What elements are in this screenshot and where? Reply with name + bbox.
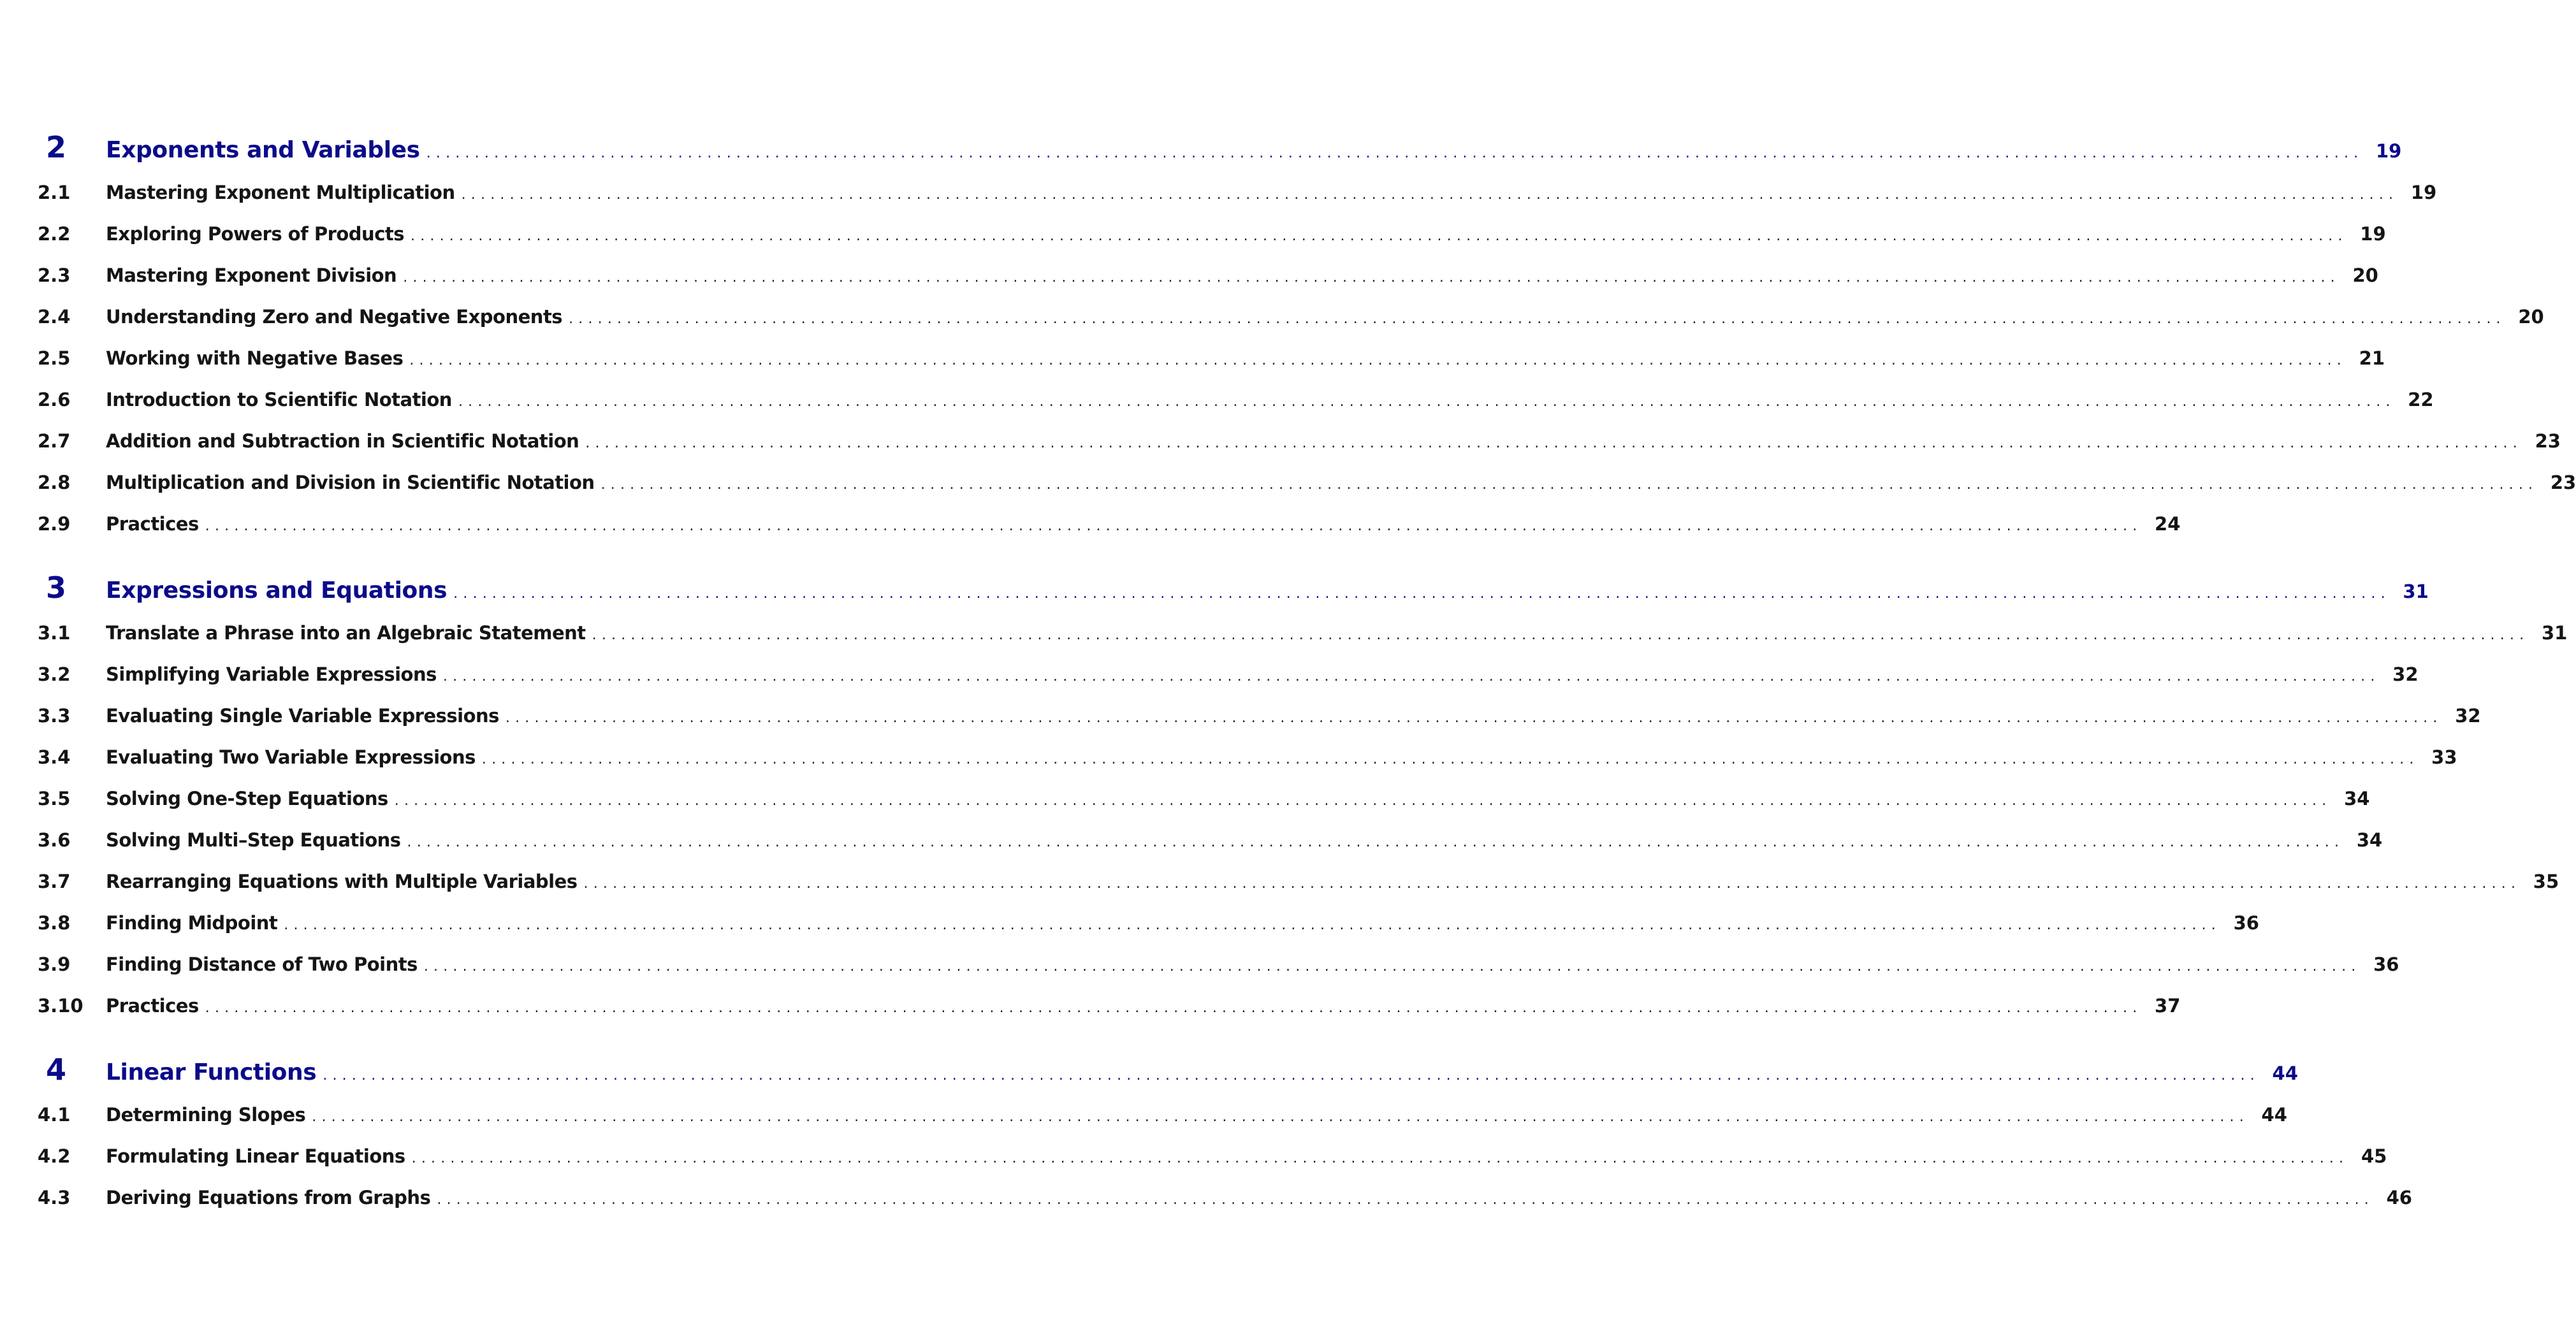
section-title[interactable]: Introduction to Scientific Notation xyxy=(106,389,452,410)
dot-leader: ........................................................................................................................................................................................................ xyxy=(205,1000,2143,1016)
section-page-number[interactable]: 23 xyxy=(2550,472,2576,493)
section-page-number[interactable]: 19 xyxy=(2360,223,2386,245)
chapter-title[interactable]: Exponents and Variables xyxy=(106,137,420,163)
dot-leader: ........................................................................................................................................................................................................ xyxy=(323,1068,2260,1084)
toc-section-entry[interactable] xyxy=(0,654,2419,695)
section-number: 2.4 xyxy=(38,306,71,328)
section-number: 4.1 xyxy=(38,1104,71,1126)
toc-section-entry[interactable] xyxy=(0,1094,2287,1136)
table-of-contents xyxy=(0,125,2576,1219)
section-title[interactable]: Working with Negative Bases xyxy=(106,347,404,369)
section-page-number[interactable]: 32 xyxy=(2455,705,2481,727)
chapter-number: 2 xyxy=(46,130,67,164)
section-page-number[interactable]: 34 xyxy=(2344,788,2370,809)
section-number: 2.5 xyxy=(38,347,71,369)
chapter-page-number[interactable]: 19 xyxy=(2376,140,2402,162)
section-page-number[interactable]: 34 xyxy=(2356,829,2383,851)
dot-leader: ........................................................................................................................................................................................................ xyxy=(411,228,2348,244)
dot-leader: ........................................................................................................................................................................................................ xyxy=(461,187,2399,203)
section-number: 2.8 xyxy=(38,472,71,493)
chapter-block xyxy=(0,125,2576,545)
section-page-number[interactable]: 20 xyxy=(2352,265,2378,286)
section-number: 2.6 xyxy=(38,389,71,410)
toc-section-entry[interactable] xyxy=(0,1136,2387,1177)
section-number: 2.7 xyxy=(38,430,71,452)
section-title[interactable]: Evaluating Two Variable Expressions xyxy=(106,746,476,768)
chapter-title[interactable]: Expressions and Equations xyxy=(106,577,448,604)
section-page-number[interactable]: 23 xyxy=(2535,430,2561,452)
section-title[interactable]: Practices xyxy=(106,513,199,535)
dot-leader: ........................................................................................................................................................................................................ xyxy=(407,834,2345,850)
chapter-page-number[interactable]: 31 xyxy=(2403,581,2429,602)
chapter-number: 4 xyxy=(46,1052,67,1087)
section-page-number[interactable]: 45 xyxy=(2361,1145,2387,1167)
toc-section-entry[interactable] xyxy=(0,944,2399,985)
section-number: 2.3 xyxy=(38,265,71,286)
section-title[interactable]: Finding Distance of Two Points xyxy=(106,954,418,975)
toc-section-entry[interactable] xyxy=(0,462,2576,504)
chapter-title[interactable]: Linear Functions xyxy=(106,1059,317,1085)
chapter-gap xyxy=(0,545,1020,565)
toc-section-entry[interactable] xyxy=(0,255,2378,296)
section-page-number[interactable]: 22 xyxy=(2408,389,2434,410)
dot-leader: ........................................................................................................................................................................................................ xyxy=(411,1150,2349,1166)
section-title[interactable]: Translate a Phrase into an Algebraic Statement xyxy=(106,622,586,644)
section-number: 3.5 xyxy=(38,788,71,809)
section-number: 3.9 xyxy=(38,954,71,975)
section-number: 3.6 xyxy=(38,829,71,851)
dot-leader: ........................................................................................................................................................................................................ xyxy=(442,669,2380,685)
dot-leader: ........................................................................................................................................................................................................ xyxy=(505,710,2443,726)
chapter-block xyxy=(0,545,2568,1027)
section-page-number[interactable]: 32 xyxy=(2392,664,2419,685)
dot-leader: ........................................................................................................................................................................................................ xyxy=(409,352,2347,368)
section-page-number[interactable]: 20 xyxy=(2518,306,2544,328)
toc-section-entry[interactable] xyxy=(0,737,2457,778)
section-number: 3.3 xyxy=(38,705,71,727)
toc-section-entry[interactable] xyxy=(0,985,2181,1027)
toc-section-entry[interactable] xyxy=(0,1177,2412,1219)
dot-leader: ........................................................................................................................................................................................................ xyxy=(569,311,2506,327)
section-title[interactable]: Simplifying Variable Expressions xyxy=(106,664,437,685)
toc-section-entry[interactable] xyxy=(0,296,2544,338)
toc-chapter-entry[interactable] xyxy=(0,1047,2298,1092)
dot-leader: ........................................................................................................................................................................................................ xyxy=(394,793,2332,809)
section-page-number[interactable]: 33 xyxy=(2431,746,2457,768)
section-title[interactable]: Solving Multi–Step Equations xyxy=(106,829,401,851)
section-title[interactable]: Practices xyxy=(106,995,199,1017)
section-page-number[interactable]: 44 xyxy=(2261,1104,2287,1126)
section-title[interactable]: Exploring Powers of Products xyxy=(106,223,405,245)
section-number: 3.7 xyxy=(38,871,71,892)
section-title[interactable]: Multiplication and Division in Scientific Notation xyxy=(106,472,595,493)
chapter-page-number[interactable]: 44 xyxy=(2272,1063,2298,1084)
section-number: 4.2 xyxy=(38,1145,71,1167)
dot-leader: ........................................................................................................................................................................................................ xyxy=(592,627,2529,643)
toc-section-entry[interactable] xyxy=(0,338,2385,379)
section-number: 3.4 xyxy=(38,746,71,768)
dot-leader: ........................................................................................................................................................................................................ xyxy=(423,959,2361,975)
dot-leader: ........................................................................................................................................................................................................ xyxy=(583,876,2521,892)
chapter-number: 3 xyxy=(46,570,67,605)
section-page-number[interactable]: 37 xyxy=(2155,995,2181,1017)
dot-leader: ........................................................................................................................................................................................................ xyxy=(437,1192,2374,1208)
section-number: 3.2 xyxy=(38,664,71,685)
toc-section-entry[interactable] xyxy=(0,613,2568,654)
toc-section-entry[interactable] xyxy=(0,421,2561,462)
toc-section-entry[interactable] xyxy=(0,820,2383,861)
section-title[interactable]: Solving One-Step Equations xyxy=(106,788,388,809)
dot-leader: ........................................................................................................................................................................................................ xyxy=(481,751,2419,767)
section-number: 4.3 xyxy=(38,1187,71,1208)
section-number: 2.9 xyxy=(38,513,71,535)
section-page-number[interactable]: 36 xyxy=(2233,912,2259,934)
section-title[interactable]: Determining Slopes xyxy=(106,1104,306,1126)
toc-section-entry[interactable] xyxy=(0,379,2434,421)
toc-section-entry[interactable] xyxy=(0,172,2437,214)
section-title[interactable]: Addition and Subtraction in Scientific Notation xyxy=(106,430,579,452)
section-number: 2.2 xyxy=(38,223,71,245)
dot-leader: ........................................................................................................................................................................................................ xyxy=(205,518,2143,534)
dot-leader: ........................................................................................................................................................................................................ xyxy=(458,394,2396,410)
dot-leader: ........................................................................................................................................................................................................ xyxy=(600,477,2538,493)
section-title[interactable]: Understanding Zero and Negative Exponents xyxy=(106,306,563,328)
section-title[interactable]: Rearranging Equations with Multiple Variables xyxy=(106,871,578,892)
section-page-number[interactable]: 46 xyxy=(2386,1187,2412,1208)
dot-leader: ........................................................................................................................................................................................................ xyxy=(426,145,2364,161)
toc-section-entry[interactable] xyxy=(0,504,2181,545)
section-title[interactable]: Mastering Exponent Multiplication xyxy=(106,182,455,203)
section-title[interactable]: Mastering Exponent Division xyxy=(106,265,397,286)
toc-section-entry[interactable] xyxy=(0,214,2386,255)
chapter-block xyxy=(0,1027,2412,1219)
section-title[interactable]: Formulating Linear Equations xyxy=(106,1145,405,1167)
section-page-number[interactable]: 35 xyxy=(2533,871,2559,892)
section-number: 3.1 xyxy=(38,622,71,644)
toc-section-entry[interactable] xyxy=(0,778,2370,820)
dot-leader: ........................................................................................................................................................................................................ xyxy=(585,435,2522,451)
dot-leader: ........................................................................................................................................................................................................ xyxy=(403,270,2340,286)
section-title[interactable]: Finding Midpoint xyxy=(106,912,278,934)
section-number: 3.8 xyxy=(38,912,71,934)
toc-section-entry[interactable] xyxy=(0,861,2559,903)
dot-leader: ........................................................................................................................................................................................................ xyxy=(312,1109,2249,1125)
section-page-number[interactable]: 19 xyxy=(2410,182,2437,203)
toc-section-entry[interactable] xyxy=(0,695,2481,737)
section-page-number[interactable]: 36 xyxy=(2373,954,2399,975)
section-number: 2.1 xyxy=(38,182,71,203)
section-title[interactable]: Deriving Equations from Graphs xyxy=(106,1187,431,1208)
section-page-number[interactable]: 21 xyxy=(2359,347,2385,369)
chapter-gap xyxy=(0,1027,1020,1047)
toc-section-entry[interactable] xyxy=(0,903,2259,944)
section-title[interactable]: Evaluating Single Variable Expressions xyxy=(106,705,499,727)
toc-chapter-entry[interactable] xyxy=(0,125,2402,170)
dot-leader: ........................................................................................................................................................................................................ xyxy=(453,586,2390,602)
section-page-number[interactable]: 31 xyxy=(2541,622,2568,644)
section-page-number[interactable]: 24 xyxy=(2155,513,2181,535)
dot-leader: ........................................................................................................................................................................................................ xyxy=(284,917,2221,933)
section-number: 3.10 xyxy=(38,995,84,1017)
toc-chapter-entry[interactable] xyxy=(0,565,2429,610)
